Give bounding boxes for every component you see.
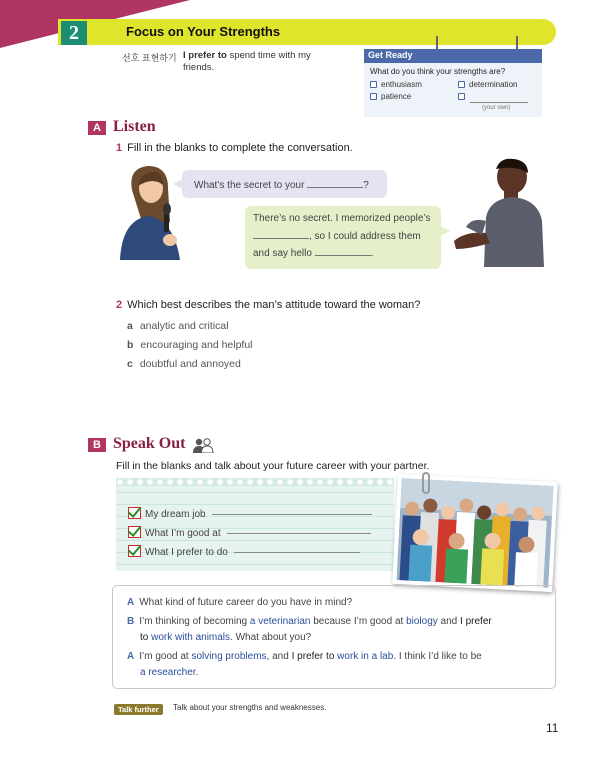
- dialog-highlight: work with animals: [148, 632, 231, 643]
- blank-field[interactable]: [253, 229, 309, 239]
- dialog-expression: I prefer to: [291, 651, 335, 662]
- bubble1-part1: What’s the secret to your: [194, 180, 308, 191]
- talk-further-badge: Talk further: [114, 704, 163, 715]
- checklist-label: What I’m good at: [145, 528, 221, 539]
- dialog-highlight: solving problems: [191, 651, 267, 662]
- speech-bubble-woman: [182, 170, 387, 198]
- dialog-text: because I’m good at: [310, 616, 407, 627]
- checklist-good-at: [128, 526, 371, 539]
- answer-line[interactable]: [227, 533, 371, 534]
- bubble-tail: [173, 179, 183, 189]
- dialog-highlight: a veterinarian: [249, 616, 311, 627]
- option-text: doubtful and annoyed: [139, 358, 241, 370]
- checklist-label: What I prefer to do: [145, 547, 228, 558]
- section-listen-title: Listen: [113, 118, 156, 135]
- checklist-dream-job: [128, 507, 372, 520]
- dialog-line-1: [127, 597, 352, 608]
- option-text: encouraging and helpful: [140, 339, 253, 351]
- option-text: analytic and critical: [139, 320, 229, 332]
- dialog-text: . I think I’d like to be: [393, 651, 482, 662]
- expression-example: [183, 50, 343, 74]
- option-patience[interactable]: [370, 92, 411, 101]
- pair-work-icon: [192, 437, 214, 453]
- dialog-text: . What about you?: [230, 632, 312, 643]
- option-determination[interactable]: [458, 80, 517, 89]
- woman-reporter-image: [118, 162, 188, 260]
- bubble1-part2: ?: [363, 180, 369, 191]
- dialog-text: , and: [266, 651, 292, 662]
- speech-bubble-man: [245, 206, 441, 269]
- bubble2-line3-end: .: [370, 248, 374, 259]
- unit-number: 2: [61, 21, 87, 45]
- expression-bold: I prefer to: [183, 50, 227, 61]
- speaker-label: B: [127, 616, 135, 627]
- notepad-edge: [116, 478, 394, 486]
- option-enthusiasm[interactable]: [370, 80, 422, 89]
- option-own[interactable]: [458, 92, 469, 101]
- option-label: enthusiasm: [381, 80, 422, 89]
- speaker-label: A: [127, 651, 135, 662]
- option-letter: a: [127, 320, 133, 332]
- checkmark-icon: [128, 526, 141, 538]
- checklist-label: My dream job: [145, 509, 206, 520]
- option-label: patience: [381, 92, 412, 101]
- dialog-expression: to: [140, 632, 149, 643]
- careers-group-image: [396, 478, 553, 588]
- bubble2-line3-text: and say hello: [253, 248, 315, 259]
- question-text: Which best describes the man’s attitude toward the woman?: [127, 299, 421, 311]
- speaker-label: A: [127, 597, 135, 608]
- dialog-highlight: biology: [406, 616, 438, 627]
- option-c[interactable]: [127, 358, 241, 370]
- section-b-badge: B: [88, 438, 106, 452]
- get-ready-title: Get Ready: [368, 50, 413, 60]
- careers-group-photo: [392, 474, 558, 592]
- checkbox[interactable]: [458, 81, 465, 88]
- bubble2-line1: There’s no secret. I memorized people’s: [253, 213, 431, 224]
- option-label: determination: [469, 80, 518, 89]
- own-label: (your own): [482, 105, 511, 111]
- option-letter: b: [127, 339, 134, 351]
- bubble2-line2-text: , so I could address them: [309, 231, 421, 242]
- question-text: Fill in the blanks to complete the conversation.: [127, 142, 353, 154]
- man-image: [446, 157, 546, 267]
- page-title: Focus on Your Strengths: [126, 24, 281, 39]
- dialog-text: and: [437, 616, 461, 627]
- bubble2-line3: [253, 246, 374, 259]
- option-letter: c: [127, 358, 133, 370]
- expression-tag: 선호 표현하기: [122, 53, 177, 63]
- dialog-text: .: [195, 667, 199, 678]
- speak-instruction: Fill in the blanks and talk about your future career with your partner.: [116, 460, 430, 472]
- get-ready-box: [364, 49, 542, 117]
- bubble2-line2: [253, 229, 421, 242]
- section-speak-title: Speak Out: [113, 435, 186, 452]
- dialog-highlight: a researcher: [140, 667, 196, 678]
- blank-field[interactable]: [307, 178, 363, 188]
- dialog-text: What kind of future career do you have in mind?: [139, 597, 353, 608]
- dialog-text: I’m good at: [139, 651, 192, 662]
- question-2: [116, 299, 420, 311]
- checkmark-icon: [128, 545, 141, 557]
- own-answer-line[interactable]: [470, 102, 528, 103]
- paper-clip-icon: [422, 472, 430, 494]
- dialog-highlight: work in a lab: [334, 651, 394, 662]
- page-number: 11: [546, 721, 559, 735]
- question-number: 1: [116, 142, 123, 154]
- dialog-line-5: [140, 667, 198, 678]
- checklist-prefer: [128, 545, 360, 558]
- pin-left: [436, 36, 438, 50]
- blank-field[interactable]: [315, 246, 371, 256]
- dialog-line-2: [127, 616, 492, 627]
- pin-right: [516, 36, 518, 50]
- checkbox[interactable]: [458, 93, 465, 100]
- checkbox[interactable]: [370, 81, 377, 88]
- talk-further-text: Talk about your strengths and weaknesses.: [173, 703, 327, 712]
- dialog-line-4: [127, 651, 482, 662]
- answer-line[interactable]: [212, 514, 372, 515]
- bubble1-text: [194, 178, 369, 191]
- option-a[interactable]: [127, 320, 229, 332]
- section-a-badge: A: [88, 121, 106, 135]
- question-1: [116, 142, 353, 154]
- expression-rest: spend time with my friends.: [183, 50, 311, 73]
- dialog-text: I’m thinking of becoming: [139, 616, 250, 627]
- option-b[interactable]: [127, 339, 253, 351]
- dialog-line-3: [140, 632, 311, 643]
- checkbox[interactable]: [370, 93, 377, 100]
- question-number: 2: [116, 299, 123, 311]
- dialog-expression: I prefer: [460, 616, 492, 627]
- get-ready-question: What do you think your strengths are?: [370, 67, 506, 76]
- checkmark-icon: [128, 507, 141, 519]
- answer-line[interactable]: [234, 552, 360, 553]
